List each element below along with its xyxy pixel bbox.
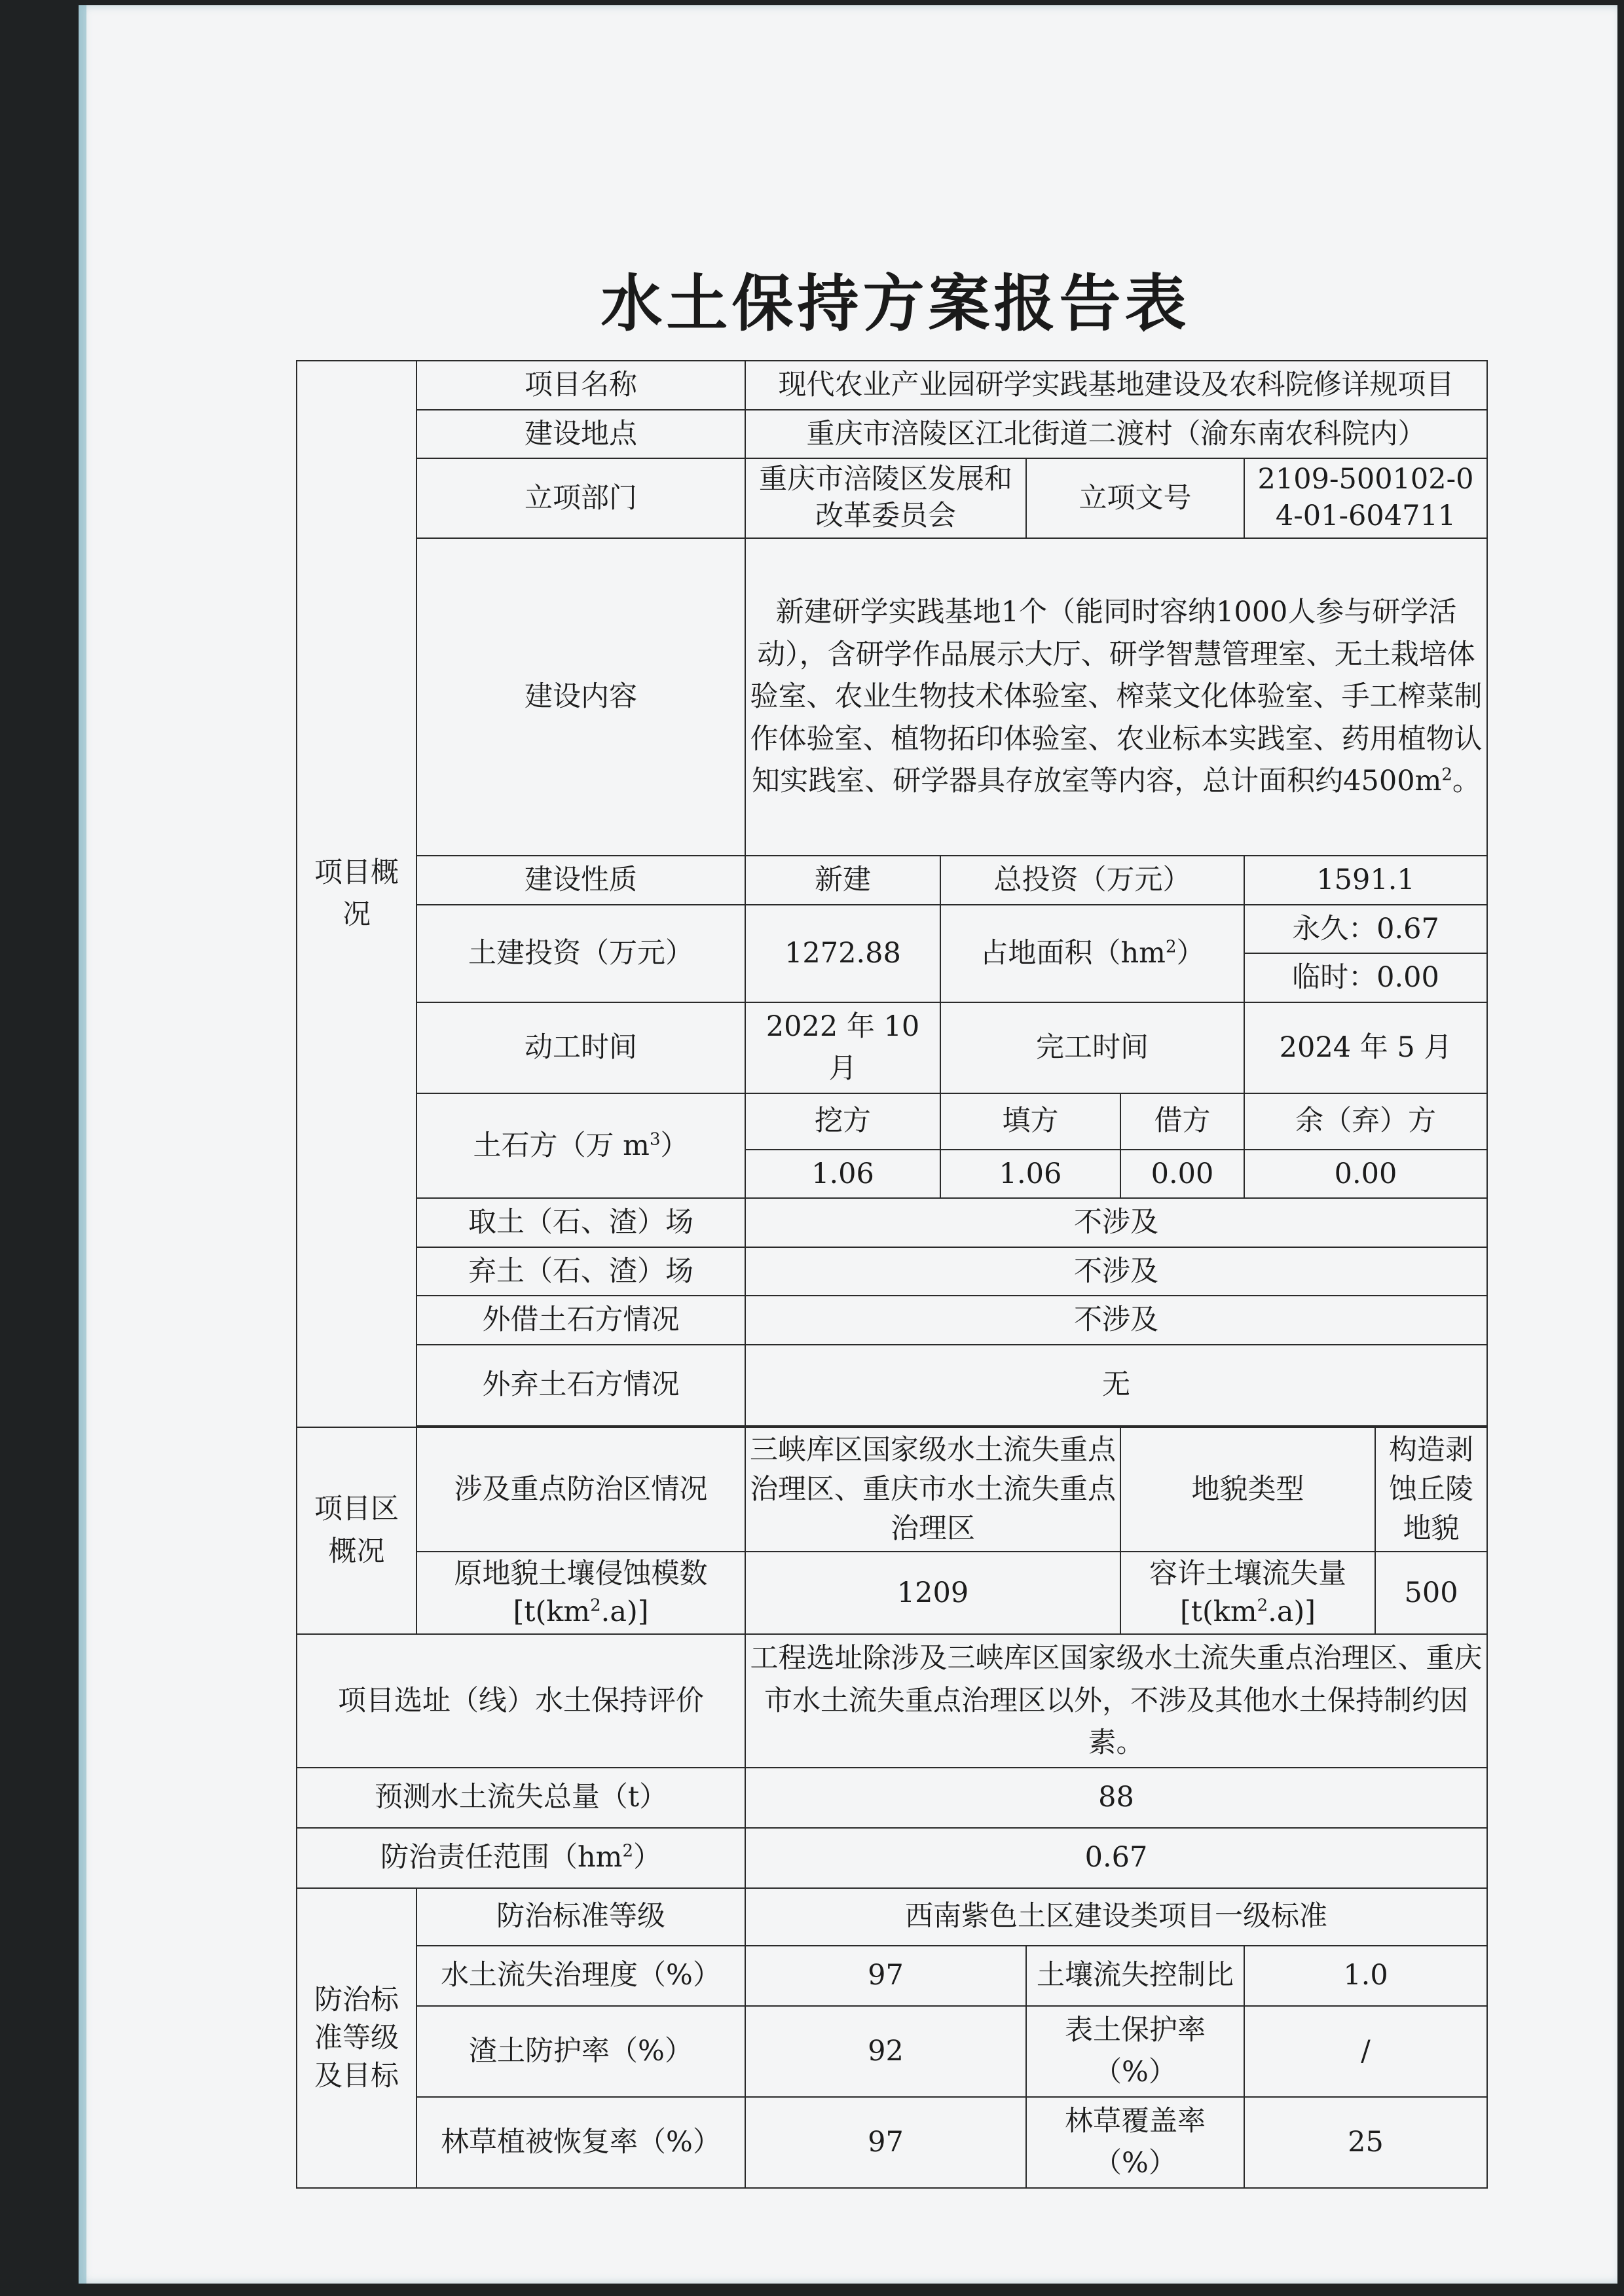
- table-row: [297, 2097, 1487, 2188]
- name-value: 现代农业产业园研学实践基地建设及农科院修详规项目: [745, 361, 1487, 410]
- invest-label: 总投资（万元）: [940, 856, 1244, 905]
- siting-value: 工程选址除涉及三峡库区国家级水土流失重点治理区、重庆市水土流失重点治理区以外，不涉及其他水土保持制约因素。: [745, 1634, 1487, 1768]
- fill-value: 1.06: [940, 1150, 1120, 1199]
- page-title: 水土保持方案报告表: [600, 268, 1190, 340]
- key-zone-label: 涉及重点防治区情况: [416, 1427, 745, 1552]
- report-form: [296, 360, 1486, 2189]
- grade-value: 西南紫色土区建设类项目一级标准: [745, 1888, 1487, 1946]
- nature-label: 建设性质: [416, 856, 745, 905]
- content-sup: 2: [1441, 765, 1452, 785]
- area-label: [940, 905, 1244, 1002]
- r1-value: 97: [745, 1946, 1026, 2006]
- table-row: [297, 458, 1487, 538]
- key-zone-value: 三峡库区国家级水土流失重点治理区、重庆市水土流失重点治理区: [745, 1427, 1120, 1552]
- ext-waste-value: 无: [745, 1345, 1487, 1426]
- nature-value: 新建: [745, 856, 940, 905]
- allow-value: 500: [1375, 1552, 1487, 1634]
- scope-label: [297, 1828, 745, 1888]
- docno-value: 2109-500102-04-01-604711: [1244, 458, 1487, 538]
- area-label-text: 占地面积（hm: [980, 936, 1166, 970]
- standards-section-label: 防治标准等级及目标: [297, 1888, 416, 2188]
- table-row: [297, 2006, 1487, 2097]
- allow-unit-sup: 2: [1257, 1595, 1268, 1616]
- start-label: 动工时间: [416, 1002, 745, 1093]
- r3b-label: 林草覆盖率（%）: [1026, 2097, 1244, 2188]
- report-table: [296, 360, 1488, 2189]
- erosion-label: [416, 1552, 745, 1634]
- end-label: 完工时间: [940, 1002, 1244, 1093]
- table-row: [297, 1247, 1487, 1296]
- invest-value: 1591.1: [1244, 856, 1487, 905]
- end-value: 2024 年 5 月: [1244, 1002, 1487, 1093]
- r2-value: 92: [745, 2006, 1026, 2097]
- table-row: [297, 1634, 1487, 1768]
- scope-label-sup: 2: [622, 1842, 633, 1862]
- borrow-label: 借方: [1120, 1093, 1244, 1150]
- table-row: [297, 905, 1487, 954]
- dump-label: 弃土（石、渣）场: [416, 1247, 745, 1296]
- quarry-value: 不涉及: [745, 1198, 1487, 1247]
- earth-label-text: 土石方（万 m: [473, 1129, 650, 1162]
- civil-value: 1272.88: [745, 905, 940, 1002]
- table-row: [297, 1198, 1487, 1247]
- table-row: [297, 1768, 1487, 1828]
- waste-value: 0.00: [1244, 1150, 1487, 1199]
- r3-value: 97: [745, 2097, 1026, 2188]
- content-text: 新建研学实践基地1个（能同时容纳1000人参与研学活动），含研学作品展示大厅、研学智慧管理室、无土栽培体验室、农业生物技术体验室、榨菜文化体验室、手工榨菜制作体验室、植物拓印体验室、农业标本实践室、药用植物认知实践室、研学器具存放室等内容，总计面积约4500m: [750, 596, 1483, 798]
- table-row: [297, 538, 1487, 856]
- borrow-value: 0.00: [1120, 1150, 1244, 1199]
- paper-edge: [79, 5, 86, 2284]
- docno-label: 立项文号: [1026, 458, 1244, 538]
- scope-value: 0.67: [745, 1828, 1487, 1888]
- r2b-label: 表土保护率（%）: [1026, 2006, 1244, 2097]
- r1b-value: 1.0: [1244, 1946, 1487, 2006]
- earth-label: [416, 1093, 745, 1199]
- location-label: 建设地点: [416, 410, 745, 459]
- dig-label: 挖方: [745, 1093, 940, 1150]
- scope-label-text: 防治责任范围（hm: [380, 1841, 623, 1874]
- waste-label: 余（弃）方: [1244, 1093, 1487, 1150]
- temp-area-value: 临时：0.00: [1244, 953, 1487, 1002]
- table-row: [297, 1552, 1487, 1634]
- table-row: [297, 1093, 1487, 1150]
- location-value: 重庆市涪陵区江北街道二渡村（渝东南农科院内）: [745, 410, 1487, 459]
- allow-label-text: 容许土壤流失量: [1149, 1558, 1346, 1591]
- landform-value: 构造剥蚀丘陵地貌: [1375, 1427, 1487, 1552]
- allow-unit-end: .a)]: [1268, 1595, 1316, 1629]
- table-row: [297, 1345, 1487, 1426]
- earth-label-end: ）: [660, 1129, 689, 1162]
- civil-label: 土建投资（万元）: [416, 905, 745, 1002]
- allow-unit: [t(km: [1179, 1595, 1257, 1629]
- content-end: 。: [1452, 765, 1481, 798]
- content-label: 建设内容: [416, 538, 745, 856]
- area-label-end: ）: [1176, 936, 1205, 970]
- quarry-label: 取土（石、渣）场: [416, 1198, 745, 1247]
- ext-borrow-value: 不涉及: [745, 1296, 1487, 1345]
- r3b-value: 25: [1244, 2097, 1487, 2188]
- dept-label: 立项部门: [416, 458, 745, 538]
- table-row: [297, 1002, 1487, 1093]
- erosion-value: 1209: [745, 1552, 1120, 1634]
- table-row: [297, 1828, 1487, 1888]
- area-label-sup: 2: [1165, 937, 1177, 957]
- table-row: [297, 1888, 1487, 1946]
- forecast-value: 88: [745, 1768, 1487, 1828]
- erosion-label-text: 原地貌土壤侵蚀模数: [454, 1558, 708, 1591]
- name-label: 项目名称: [416, 361, 745, 410]
- table-row: [297, 361, 1487, 410]
- r1b-label: 土壤流失控制比: [1026, 1946, 1244, 2006]
- start-value: 2022 年 10 月: [745, 1002, 940, 1093]
- table-row: [297, 1427, 1487, 1552]
- siting-label: 项目选址（线）水土保持评价: [297, 1634, 745, 1768]
- r2-label: 渣土防护率（%）: [416, 2006, 745, 2097]
- earth-label-sup: 3: [649, 1129, 661, 1150]
- dump-value: 不涉及: [745, 1247, 1487, 1296]
- r3-label: 林草植被恢复率（%）: [416, 2097, 745, 2188]
- r1-label: 水土流失治理度（%）: [416, 1946, 745, 2006]
- table-row: [297, 856, 1487, 905]
- perm-area-value: 永久：0.67: [1244, 905, 1487, 954]
- dig-value: 1.06: [745, 1150, 940, 1199]
- ext-borrow-label: 外借土石方情况: [416, 1296, 745, 1345]
- table-row: [297, 410, 1487, 459]
- region-section-label: 项目区概况: [297, 1427, 416, 1635]
- content-value: [745, 538, 1487, 856]
- table-row: [297, 1946, 1487, 2006]
- overview-section-label: 项目概况: [297, 361, 416, 1427]
- allow-label: [1120, 1552, 1375, 1634]
- erosion-unit: [t(km: [513, 1595, 591, 1629]
- forecast-label: 预测水土流失总量（t）: [297, 1768, 745, 1828]
- scope-label-end: ）: [633, 1841, 661, 1874]
- erosion-unit-end: .a)]: [600, 1595, 649, 1629]
- erosion-unit-sup: 2: [590, 1595, 601, 1616]
- fill-label: 填方: [940, 1093, 1120, 1150]
- grade-label: 防治标准等级: [416, 1888, 745, 1946]
- r2b-value: /: [1244, 2006, 1487, 2097]
- landform-label: 地貌类型: [1120, 1427, 1375, 1552]
- table-row: [297, 1296, 1487, 1345]
- ext-waste-label: 外弃土石方情况: [416, 1345, 745, 1426]
- dept-value: 重庆市涪陵区发展和改革委员会: [745, 458, 1026, 538]
